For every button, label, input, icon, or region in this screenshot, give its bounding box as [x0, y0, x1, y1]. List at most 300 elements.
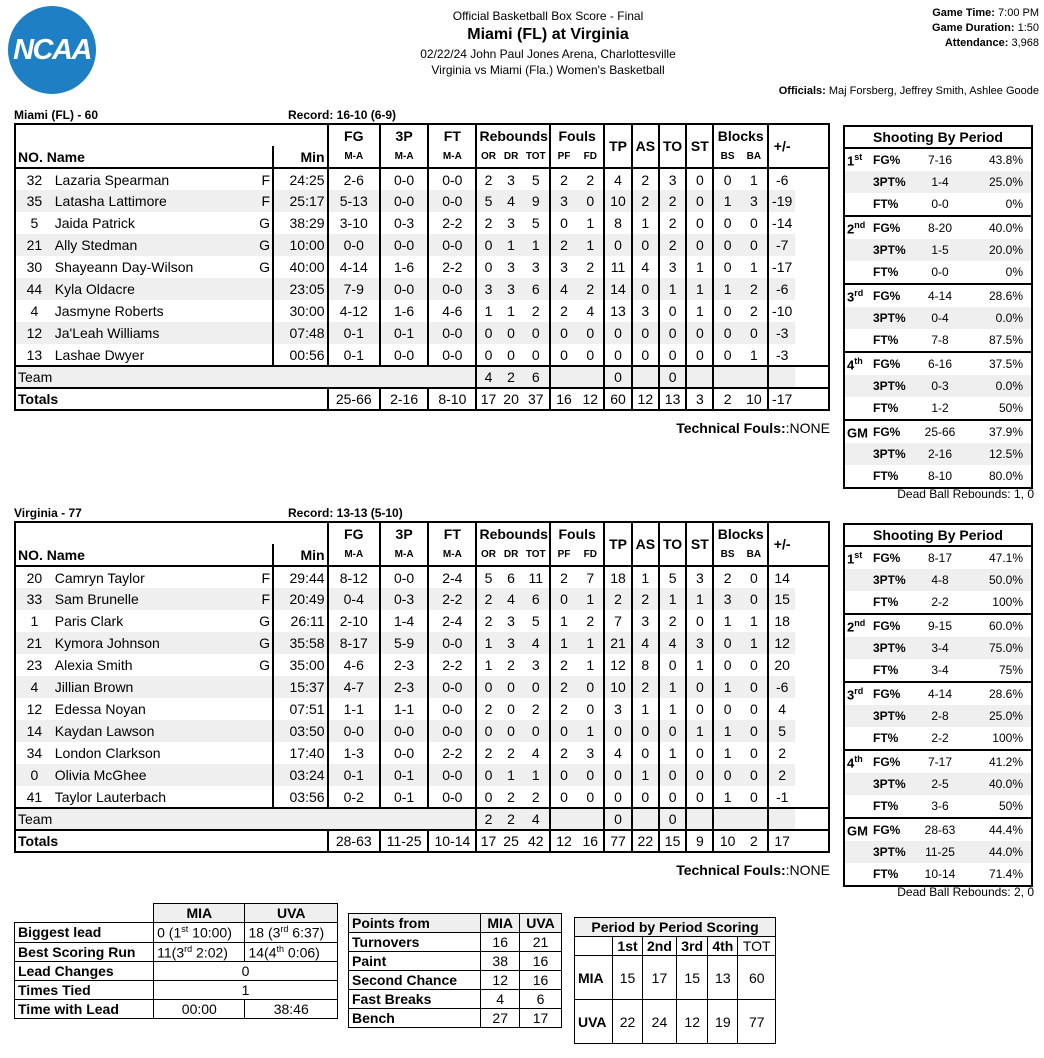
period-header: 1st [613, 937, 642, 956]
team-to: 0 [659, 366, 686, 388]
stat-cell: 3 [531, 259, 540, 275]
stat-cell: 1 [686, 256, 713, 278]
stat-cell: 2-10 [328, 610, 380, 632]
stat-cell: 2 [550, 234, 577, 256]
stat-label: FT% [873, 197, 899, 211]
team-to: 0 [659, 808, 686, 830]
period-label: 2nd [847, 219, 866, 237]
player-number: 4 [30, 303, 39, 319]
player-row [15, 698, 829, 720]
stat-cell: 1 [632, 212, 659, 234]
made-attempted: 3-4 [931, 663, 949, 677]
shooting-row [845, 569, 1031, 591]
stat-cell: 1 [476, 654, 499, 676]
stat-cell: 0 [686, 676, 713, 698]
shooting-by-period-title: Shooting By Period [845, 525, 1031, 547]
stat-cell: 2 [659, 234, 686, 256]
stat-cell: 0 [741, 764, 768, 786]
player-name-cell [53, 764, 273, 786]
stat-cell: 8-12 [328, 566, 380, 588]
ncaa-logo [8, 6, 96, 94]
player-number: 23 [26, 657, 43, 673]
ba-header: BA [746, 151, 762, 162]
shooting-row [845, 421, 1031, 443]
total-cell: 10 [713, 830, 740, 852]
stat-label: 3PT% [873, 641, 906, 655]
stat-cell: 2 [632, 190, 659, 212]
total-cell: 20 [503, 391, 519, 407]
stat-cell: 0-1 [380, 764, 428, 786]
stat-cell: 1 [713, 786, 740, 808]
made-attempted: 2-8 [931, 709, 949, 723]
points-from-title: Points from [349, 914, 481, 933]
stat-cell: 2-6 [328, 168, 380, 190]
header-spacer [15, 522, 328, 544]
stat-label: FT% [873, 663, 899, 677]
stat-cell: 0 [713, 300, 740, 322]
made-attempted: 25-66 [924, 425, 956, 439]
player-name-cell [53, 234, 273, 256]
made-attempted-header: M-A [380, 544, 428, 566]
shooting-row [845, 217, 1031, 239]
points-from-header [349, 914, 562, 933]
fd-header: FD [583, 151, 597, 162]
stat-cell: 1 [713, 720, 740, 742]
stat-cell: 3 [507, 259, 515, 275]
percentage: 40.0% [988, 777, 1023, 791]
fg-header: FG [328, 124, 380, 146]
shooting-row [845, 683, 1031, 705]
stat-cell: 1 [713, 742, 740, 764]
stat-cell: 0 [550, 322, 577, 344]
stat-cell: 0-0 [380, 190, 428, 212]
period-scoring-title: Period by Period Scoring [575, 918, 776, 937]
shooting-row [845, 149, 1031, 171]
period-group [845, 283, 1031, 351]
stat-cell: 1 [749, 613, 758, 629]
stat-cell: 0 [604, 322, 631, 344]
stat-cell: 35:58 [273, 632, 328, 654]
period-scoring-table [574, 917, 776, 1044]
period-label: 2nd [847, 617, 866, 635]
stat-cell: 2-2 [428, 654, 476, 676]
venue-line: 02/22/24 John Paul Jones Arena, Charlottesville [420, 47, 676, 61]
stat-cell: 1-6 [380, 300, 428, 322]
fd-header: FD [583, 549, 597, 560]
empty-cell [577, 366, 604, 388]
stat-cell: 18 [768, 610, 795, 632]
stat-cell: 0 [749, 215, 758, 231]
player-number: 33 [15, 588, 53, 610]
stat-cell: 0 [586, 701, 595, 717]
empty-cell [550, 366, 577, 388]
game-time: 7:00 PM [998, 7, 1039, 19]
stat-label: FT% [873, 595, 899, 609]
period-score: 24 [642, 1000, 676, 1044]
stat-cell: 4-6 [428, 300, 476, 322]
percentage: 43.8% [988, 153, 1023, 167]
stat-label: 3PT% [873, 573, 906, 587]
stat-cell: 0 [686, 610, 713, 632]
stat-cell: 3 [550, 256, 577, 278]
no-header: NO. [18, 546, 43, 563]
stat-cell: 0 [550, 344, 577, 366]
stat-cell: 12 [768, 632, 795, 654]
empty-cell [550, 808, 577, 830]
stat-cell: 0 [550, 720, 577, 742]
stat-cell: 07:51 [273, 698, 328, 720]
player-name-cell [53, 610, 273, 632]
player-number: 21 [15, 234, 53, 256]
percentage: 44.4% [988, 823, 1023, 837]
stat-cell: 29:44 [273, 566, 328, 588]
stat-cell: 0 [741, 676, 768, 698]
stat-cell: 0-0 [428, 632, 476, 654]
made-attempted: 8-17 [927, 551, 953, 565]
player-number: 21 [15, 632, 53, 654]
stat-cell: 0 [686, 322, 713, 344]
stat-cell: 2 [632, 588, 659, 610]
stat-cell: 2-3 [380, 654, 428, 676]
team-or: 4 [476, 366, 499, 388]
number-name-header [15, 544, 273, 566]
stat-label: FG% [873, 619, 901, 633]
player-name-cell [53, 632, 273, 654]
player-row [15, 190, 829, 212]
period-team: UVA [575, 1000, 613, 1044]
made-attempted: 2-2 [931, 731, 949, 745]
player-row [15, 654, 829, 676]
stat-cell: 1 [632, 566, 659, 588]
period-score: 77 [738, 1000, 776, 1044]
stat-label: 3PT% [873, 709, 906, 723]
points-from-row [349, 990, 562, 1009]
stat-cell: 2 [550, 300, 577, 322]
stat-cell: 0 [713, 764, 740, 786]
stat-cell: -7 [768, 234, 795, 256]
percentage: 41.2% [988, 755, 1023, 769]
stat-cell: 10 [604, 190, 631, 212]
player-row [15, 300, 829, 322]
stat-cell: 0 [586, 788, 595, 805]
player-name: Lazaria Spearman [54, 171, 170, 188]
stat-cell: 07:48 [273, 322, 328, 344]
stat-cell: 4 [659, 632, 686, 654]
shooting-row [845, 261, 1031, 283]
stat-cell: 0-0 [428, 720, 476, 742]
virginia-shooting-by-period [843, 523, 1033, 887]
stat-cell: 0-0 [428, 322, 476, 344]
or-header: OR [476, 544, 499, 566]
percentage: 20.0% [988, 243, 1023, 257]
stat-cell: 2 [476, 212, 499, 234]
made-attempted: 6-16 [927, 357, 953, 371]
stat-cell: 2 [550, 742, 577, 764]
period-label: 4th [847, 753, 863, 771]
player-row [15, 676, 829, 698]
shooting-row [845, 615, 1031, 637]
stat-cell: 3 [659, 256, 686, 278]
player-number: 13 [26, 346, 43, 363]
stat-cell: -1 [768, 786, 795, 808]
mia-header: MIA [154, 904, 245, 923]
totals-row [15, 388, 829, 410]
stat-cell: 0 [713, 168, 740, 190]
stat-cell: 1-3 [328, 742, 380, 764]
team-row [15, 808, 829, 830]
stat-cell: 0 [604, 344, 631, 366]
period-label: 1st [847, 549, 863, 567]
percentage: 75% [998, 663, 1023, 677]
period-header: 3rd [677, 937, 708, 956]
stat-label: FT% [873, 731, 899, 745]
player-name: Camryn Taylor [54, 569, 145, 586]
made-attempted-header: M-A [380, 146, 428, 168]
percentage: 37.5% [988, 357, 1023, 371]
stat-cell: 0-1 [328, 344, 380, 366]
player-name-cell [53, 742, 273, 764]
stat-cell: 3 [531, 657, 540, 673]
player-name: Taylor Lauterbach [54, 788, 167, 805]
player-position: G [259, 613, 271, 629]
stat-cell: 0 [632, 234, 659, 256]
period-score: 17 [642, 956, 676, 1000]
stat-cell: 1 [713, 278, 740, 300]
made-attempted-header: M-A [328, 544, 380, 566]
player-number: 14 [15, 720, 53, 742]
stat-cell: 2-4 [428, 610, 476, 632]
stat-cell: 2 [476, 610, 499, 632]
made-attempted-header: M-A [428, 544, 476, 566]
stat-cell: 0 [659, 300, 686, 322]
team-tot: 4 [531, 811, 540, 827]
points-from-label: Fast Breaks [349, 990, 481, 1009]
period-group [845, 419, 1031, 487]
stat-cell: 2 [577, 278, 604, 300]
stat-cell: 4-14 [328, 256, 380, 278]
player-name-cell [53, 588, 273, 610]
stat-cell: 0 [507, 346, 515, 363]
tech-label: Technical Fouls: [676, 420, 786, 436]
stat-cell: 1 [577, 632, 604, 654]
stat-cell: 0 [632, 322, 659, 344]
stat-cell: 11 [528, 569, 544, 586]
stat-cell: 0 [686, 212, 713, 234]
player-name: Jaida Patrick [54, 215, 135, 231]
stat-cell: 0 [713, 698, 740, 720]
stat-cell: 3 [586, 745, 595, 761]
stat-cell: 4 [500, 190, 523, 212]
stat-cell: 0 [577, 322, 604, 344]
stat-cell: 3 [507, 215, 515, 231]
stat-cell: 1 [632, 764, 659, 786]
period-label: GM [847, 425, 868, 441]
stat-cell: 1 [749, 171, 758, 188]
stat-cell: 0 [713, 322, 740, 344]
stat-cell: 0 [523, 676, 550, 698]
player-name-cell [53, 278, 273, 300]
stat-cell: 3 [507, 613, 515, 629]
stat-cell: 0 [550, 786, 577, 808]
virginia-record: Record: 13-13 (5-10) [288, 506, 403, 520]
shooting-row [845, 841, 1031, 863]
or-header: OR [476, 146, 499, 168]
stat-cell: 0 [741, 588, 768, 610]
period-label: GM [847, 823, 868, 839]
stat-cell: 3-10 [328, 212, 380, 234]
tech-label: Technical Fouls: [676, 862, 786, 878]
virginia-dead-ball-rebounds: Dead Ball Rebounds: 2, 0 [897, 885, 1034, 899]
stat-cell: 1 [659, 278, 686, 300]
stat-cell: -10 [768, 300, 795, 322]
total-cell: 22 [632, 830, 659, 852]
player-row [15, 588, 829, 610]
stat-cell: -17 [768, 256, 795, 278]
stat-cell: 4 [632, 632, 659, 654]
shooting-row [845, 285, 1031, 307]
period-group [845, 547, 1031, 613]
stat-cell: 0 [523, 322, 550, 344]
stat-cell: -19 [768, 190, 795, 212]
stat-cell: 0 [577, 676, 604, 698]
min-header: Min [273, 146, 328, 168]
stat-cell: 0 [604, 786, 631, 808]
player-row [15, 234, 829, 256]
stat-cell: 1 [659, 588, 686, 610]
stat-cell: 2 [507, 745, 515, 761]
stat-cell: 1 [659, 742, 686, 764]
made-attempted: 2-16 [927, 447, 953, 461]
percentage: 71.4% [988, 867, 1023, 881]
percentage: 50.0% [988, 573, 1023, 587]
shooting-row [845, 193, 1031, 215]
stat-cell: 0 [686, 168, 713, 190]
shooting-row [845, 329, 1031, 351]
made-attempted: 4-14 [927, 687, 953, 701]
made-attempted: 4-8 [931, 573, 949, 587]
percentage: 25.0% [988, 709, 1023, 723]
made-attempted: 7-16 [927, 153, 953, 167]
stat-cell: 14 [604, 278, 631, 300]
made-attempted: 0-4 [931, 311, 949, 325]
player-name: Lashae Dwyer [54, 346, 145, 363]
shooting-row [845, 705, 1031, 727]
stat-cell: 1 [632, 698, 659, 720]
stat-label: 3PT% [873, 447, 906, 461]
stat-cell: 0 [713, 344, 740, 366]
stat-cell: 5 [531, 613, 540, 629]
made-attempted: 2-2 [931, 595, 949, 609]
percentage: 75.0% [988, 641, 1023, 655]
period-header: TOT [738, 937, 776, 956]
scoring-run-uva: 14(4th 0:06) [245, 942, 338, 962]
stat-cell: 0 [741, 322, 768, 344]
stat-cell: -3 [768, 344, 795, 366]
stat-cell: 2-2 [428, 256, 476, 278]
stat-cell: 0 [659, 764, 686, 786]
stat-cell: 1 [577, 234, 604, 256]
player-number: 5 [30, 215, 39, 231]
fouls-header: Fouls [550, 124, 605, 146]
percentage: 25.0% [988, 175, 1023, 189]
shooting-row [845, 659, 1031, 681]
stat-cell: 10 [604, 676, 631, 698]
player-number: 35 [15, 190, 53, 212]
stat-cell: 0 [713, 632, 740, 654]
rebounds-header: Rebounds [476, 522, 549, 544]
stat-cell: 1-1 [328, 698, 380, 720]
period-score: 60 [738, 956, 776, 1000]
officials-label: Officials: [778, 85, 826, 97]
stat-cell: 0-4 [328, 588, 380, 610]
team-tp: 0 [604, 808, 631, 830]
stat-cell: 1 [500, 764, 523, 786]
stat-cell: 0 [500, 720, 523, 742]
bs-header: BS [713, 544, 740, 566]
stat-cell: 1 [523, 234, 550, 256]
stat-cell: 15:37 [273, 676, 328, 698]
points-from-uva: 6 [520, 990, 562, 1009]
stat-cell: 26:11 [273, 610, 328, 632]
stat-cell: 2 [476, 588, 499, 610]
made-attempted: 28-63 [924, 823, 956, 837]
stat-label: 3PT% [873, 243, 906, 257]
stat-cell: 0 [632, 720, 659, 742]
stat-cell: 0-1 [328, 322, 380, 344]
stat-cell: 0 [500, 322, 523, 344]
period-label: 1st [847, 151, 863, 169]
player-position: F [261, 193, 271, 209]
stat-cell: 0 [713, 654, 740, 676]
points-from-label: Turnovers [349, 933, 481, 952]
time-with-lead-label: Time with Lead [15, 1000, 154, 1019]
stat-cell: -3 [768, 322, 795, 344]
stat-cell: 3 [476, 278, 499, 300]
total-cell: 37 [527, 391, 544, 407]
stat-cell: 18 [604, 566, 631, 588]
player-position: G [259, 657, 271, 673]
miami-shooting-by-period [843, 125, 1033, 489]
virginia-team-line: Virginia - 77 [14, 506, 82, 520]
player-row [15, 322, 829, 344]
percentage: 50% [998, 401, 1023, 415]
player-number: 44 [15, 278, 53, 300]
blocks-header: Blocks [713, 124, 768, 146]
stat-cell: 0 [659, 654, 686, 676]
game-header [350, 8, 746, 78]
player-row [15, 764, 829, 786]
stat-cell: 3 [632, 300, 659, 322]
stat-cell: 0 [713, 256, 740, 278]
stat-cell: 03:24 [273, 764, 328, 786]
stat-cell: 2 [768, 742, 795, 764]
rebounds-header: Rebounds [476, 124, 549, 146]
stat-cell: 20 [768, 654, 795, 676]
player-name-cell [53, 190, 273, 212]
shooting-row [845, 375, 1031, 397]
period-score: 13 [708, 956, 738, 1000]
stat-cell: 0 [531, 346, 540, 363]
shooting-row [845, 353, 1031, 375]
stat-cell: 0 [686, 764, 713, 786]
stat-cell: 0 [476, 322, 499, 344]
total-cell: 2 [749, 833, 758, 849]
period-group [845, 817, 1031, 885]
times-tied-value: 1 [154, 981, 338, 1000]
player-number: 12 [26, 701, 43, 717]
player-name: Edessa Noyan [54, 701, 146, 717]
stat-cell: 0 [713, 212, 740, 234]
